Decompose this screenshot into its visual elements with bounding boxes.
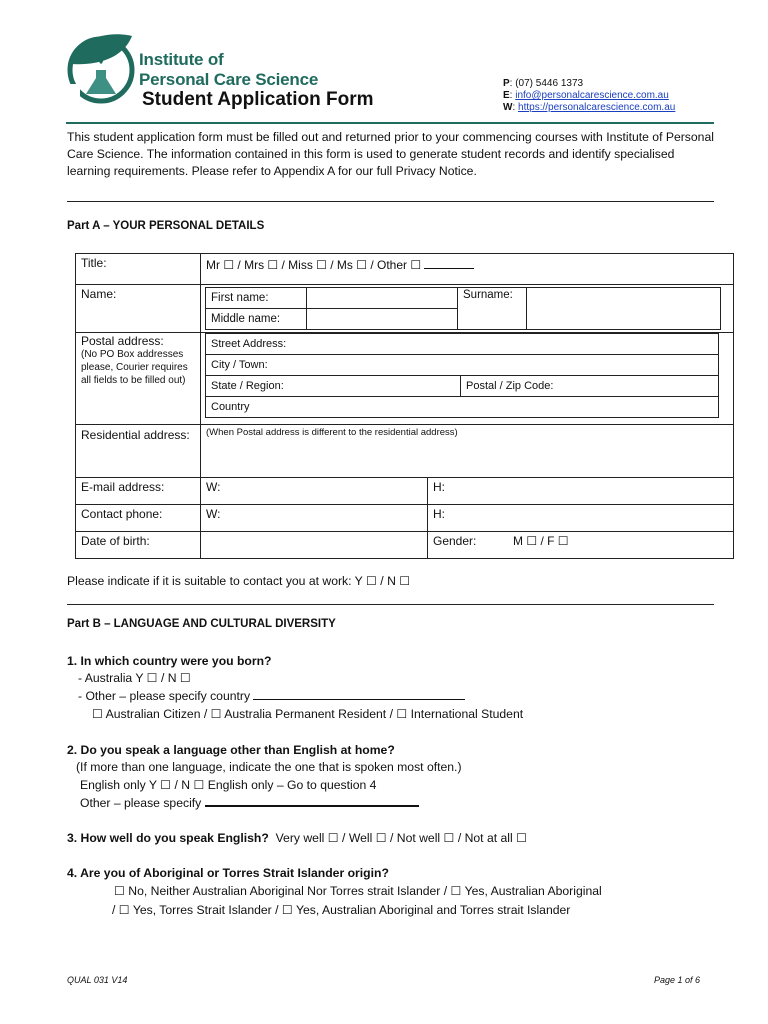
q2-question: 2. Do you speak a language other than English at home? <box>67 743 395 757</box>
title-label: Title: <box>76 254 201 285</box>
institute-logo <box>66 30 136 106</box>
postal-address-note: (No PO Box addresses please, Courier requires all fields to be filled out) <box>81 349 188 386</box>
q2-other-option[interactable]: Other – please specify <box>80 794 419 812</box>
q3-question: 3. How well do you speak English? <box>67 831 269 845</box>
document-code: QUAL 031 V14 <box>67 975 128 985</box>
q4-options-line1[interactable]: ☐ No, Neither Australian Aboriginal Nor Torres strait Islander / ☐ Yes, Australian Aboriginal <box>114 884 602 898</box>
residential-note: (When Postal address is different to the residential address) <box>206 427 458 438</box>
q2-note: (If more than one language, indicate the one that is spoken most often.) <box>76 760 462 774</box>
street-address-field[interactable]: Street Address: <box>206 334 719 355</box>
q4-options-line2[interactable]: / ☐ Yes, Torres Strait Islander / ☐ Yes, Australian Aboriginal and Torres strait Islander <box>112 903 571 917</box>
q3-row <box>67 829 527 847</box>
divider <box>67 604 714 605</box>
q1-other-option[interactable]: - Other – please specify country <box>78 687 465 705</box>
dob-field[interactable] <box>201 532 428 559</box>
org-name-line2: Personal Care Science <box>139 70 319 89</box>
divider <box>67 201 714 202</box>
q1-australia-option[interactable]: - Australia Y ☐ / N ☐ <box>78 671 191 685</box>
website-link[interactable]: https://personalcarescience.com.au <box>518 102 676 113</box>
residential-address-field[interactable] <box>201 425 734 478</box>
name-label: Name: <box>76 285 201 333</box>
state-field[interactable]: State / Region: <box>206 376 461 397</box>
q1-residency-options[interactable]: ☐ Australian Citizen / ☐ Australia Permanent Resident / ☐ International Student <box>92 707 524 721</box>
form-title: Student Application Form <box>142 89 374 110</box>
surname-field[interactable] <box>527 288 721 330</box>
contact-phone: P: (07) 5446 1373 <box>503 78 584 89</box>
phone-label: Contact phone: <box>76 505 201 532</box>
surname-label: Surname: <box>458 288 527 330</box>
contact-at-work-question[interactable]: Please indicate if it is suitable to contact you at work: Y ☐ / N ☐ <box>67 574 411 588</box>
middle-name-field[interactable] <box>307 309 458 330</box>
city-field[interactable]: City / Town: <box>206 355 719 376</box>
header-rule <box>66 122 714 124</box>
postal-subtable <box>205 333 719 418</box>
email-home-field[interactable]: H: <box>428 478 734 505</box>
q4-question: 4. Are you of Aboriginal or Torres Strait Islander origin? <box>67 866 389 880</box>
intro-paragraph: This student application form must be filled out and returned prior to your commencing courses with Institute of Personal Care Science. The information contained in this form is used to generate student records and identify specialised learning requirements. Please refer to Appendix A for our full Privacy Notice. <box>67 130 714 178</box>
q2-english-only-option[interactable]: English only Y ☐ / N ☐ English only – Go to question 4 <box>80 778 377 792</box>
q1-question: 1. In which country were you born? <box>67 654 272 668</box>
name-subtable <box>205 287 721 330</box>
gender-label: Gender: <box>433 534 477 548</box>
title-options[interactable]: Mr ☐ / Mrs ☐ / Miss ☐ / Ms ☐ / Other ☐ <box>201 254 734 285</box>
contact-web: W: https://personalcarescience.com.au <box>503 102 676 113</box>
personal-details-table <box>75 253 734 559</box>
first-name-field[interactable] <box>307 288 458 309</box>
dob-label: Date of birth: <box>76 532 201 559</box>
postcode-field[interactable]: Postal / Zip Code: <box>461 376 719 397</box>
gender-field[interactable] <box>428 532 734 559</box>
first-name-label: First name: <box>206 288 307 309</box>
part-a-heading: Part A – YOUR PERSONAL DETAILS <box>67 220 265 232</box>
email-link[interactable]: info@personalcarescience.com.au <box>515 90 669 101</box>
q3-options[interactable]: Very well ☐ / Well ☐ / Not well ☐ / Not at all ☐ <box>275 831 528 845</box>
gender-options[interactable]: M ☐ / F ☐ <box>513 534 569 548</box>
phone-work-field[interactable]: W: <box>201 505 428 532</box>
email-work-field[interactable]: W: <box>201 478 428 505</box>
email-label: E-mail address: <box>76 478 201 505</box>
postal-address-label: Postal address: <box>81 334 164 348</box>
residential-address-label: Residential address: <box>76 425 201 478</box>
middle-name-label: Middle name: <box>206 309 307 330</box>
part-b-heading: Part B – LANGUAGE AND CULTURAL DIVERSITY <box>67 618 336 630</box>
page-number: Page 1 of 6 <box>654 975 701 985</box>
contact-email: E: info@personalcarescience.com.au <box>503 90 669 101</box>
country-field[interactable]: Country <box>206 397 719 418</box>
phone-home-field[interactable]: H: <box>428 505 734 532</box>
org-name-line1: Institute of <box>139 50 224 69</box>
